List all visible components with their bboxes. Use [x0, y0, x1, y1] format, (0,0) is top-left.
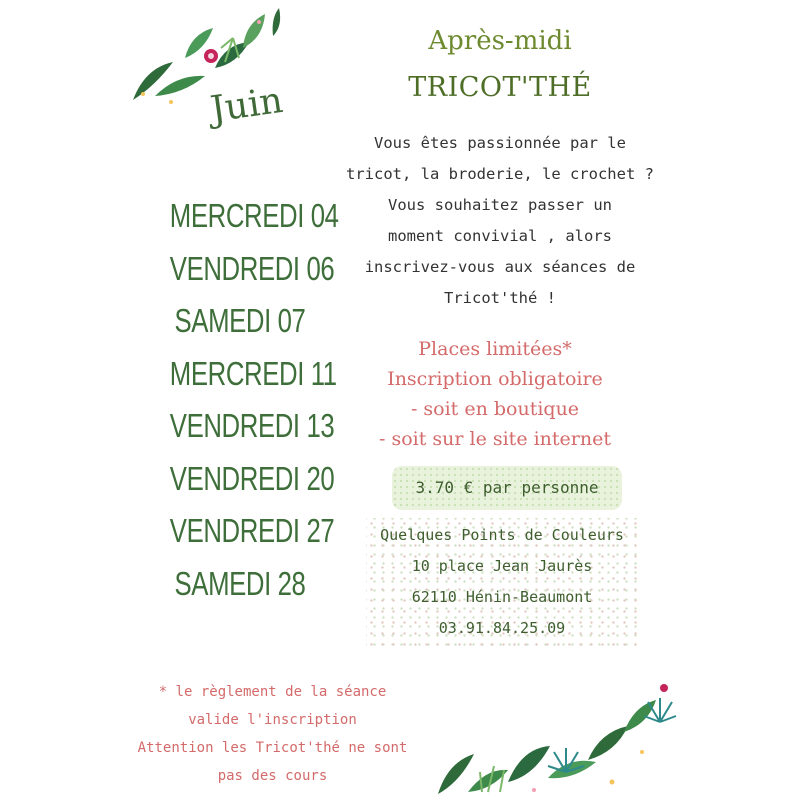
footnote — [130, 678, 415, 790]
shop-name: Quelques Points de Couleurs — [380, 526, 624, 544]
intro-line: Vous souhaitez passer un — [388, 196, 612, 214]
shop-street: 10 place Jean Jaurès — [411, 557, 593, 575]
date-item: VENDREDI 13 — [169, 407, 335, 444]
footnote-line: pas des cours — [217, 768, 328, 784]
registration-info — [330, 334, 660, 454]
intro-line: inscrivez-vous aux séances de — [364, 258, 636, 276]
shop-address — [366, 518, 638, 648]
intro-line: Vous êtes passionnée par le — [374, 134, 626, 152]
shop-city: 62110 Hénin-Beaumont — [411, 588, 593, 606]
places-line: - soit en boutique — [410, 398, 580, 420]
places-line: Inscription obligatoire — [387, 368, 603, 390]
places-line: - soit sur le site internet — [378, 428, 611, 450]
title-line-1: Après-midi — [428, 26, 572, 56]
footnote-line: valide l'inscription — [188, 712, 357, 728]
price-badge: 3.70 € par personne — [392, 466, 622, 510]
intro-text — [340, 128, 660, 314]
intro-line: tricot, la broderie, le crochet ? — [346, 165, 654, 183]
places-line: Places limitées* — [418, 338, 572, 360]
month-heading: Juin — [208, 79, 286, 131]
title-line-2: TRICOT'THÉ — [408, 72, 592, 103]
footnote-line: * le règlement de la séance — [158, 684, 387, 700]
date-item: VENDREDI 27 — [169, 512, 335, 549]
intro-line: Tricot'thé ! — [444, 289, 556, 307]
date-item: SAMEDI 28 — [174, 564, 306, 602]
shop-phone: 03.91.84.25.09 — [438, 619, 566, 637]
date-item: SAMEDI 07 — [174, 302, 306, 339]
date-item: VENDREDI 06 — [169, 249, 335, 287]
footnote-line: Attention les Tricot'thé ne sont — [137, 740, 408, 756]
leaf-decoration-bottom-right — [438, 682, 688, 800]
date-item: MERCREDI 04 — [169, 197, 339, 234]
intro-line: moment convivial , alors — [388, 227, 612, 245]
date-list — [150, 190, 339, 610]
date-item: VENDREDI 20 — [169, 459, 335, 497]
date-item: MERCREDI 11 — [169, 354, 337, 392]
